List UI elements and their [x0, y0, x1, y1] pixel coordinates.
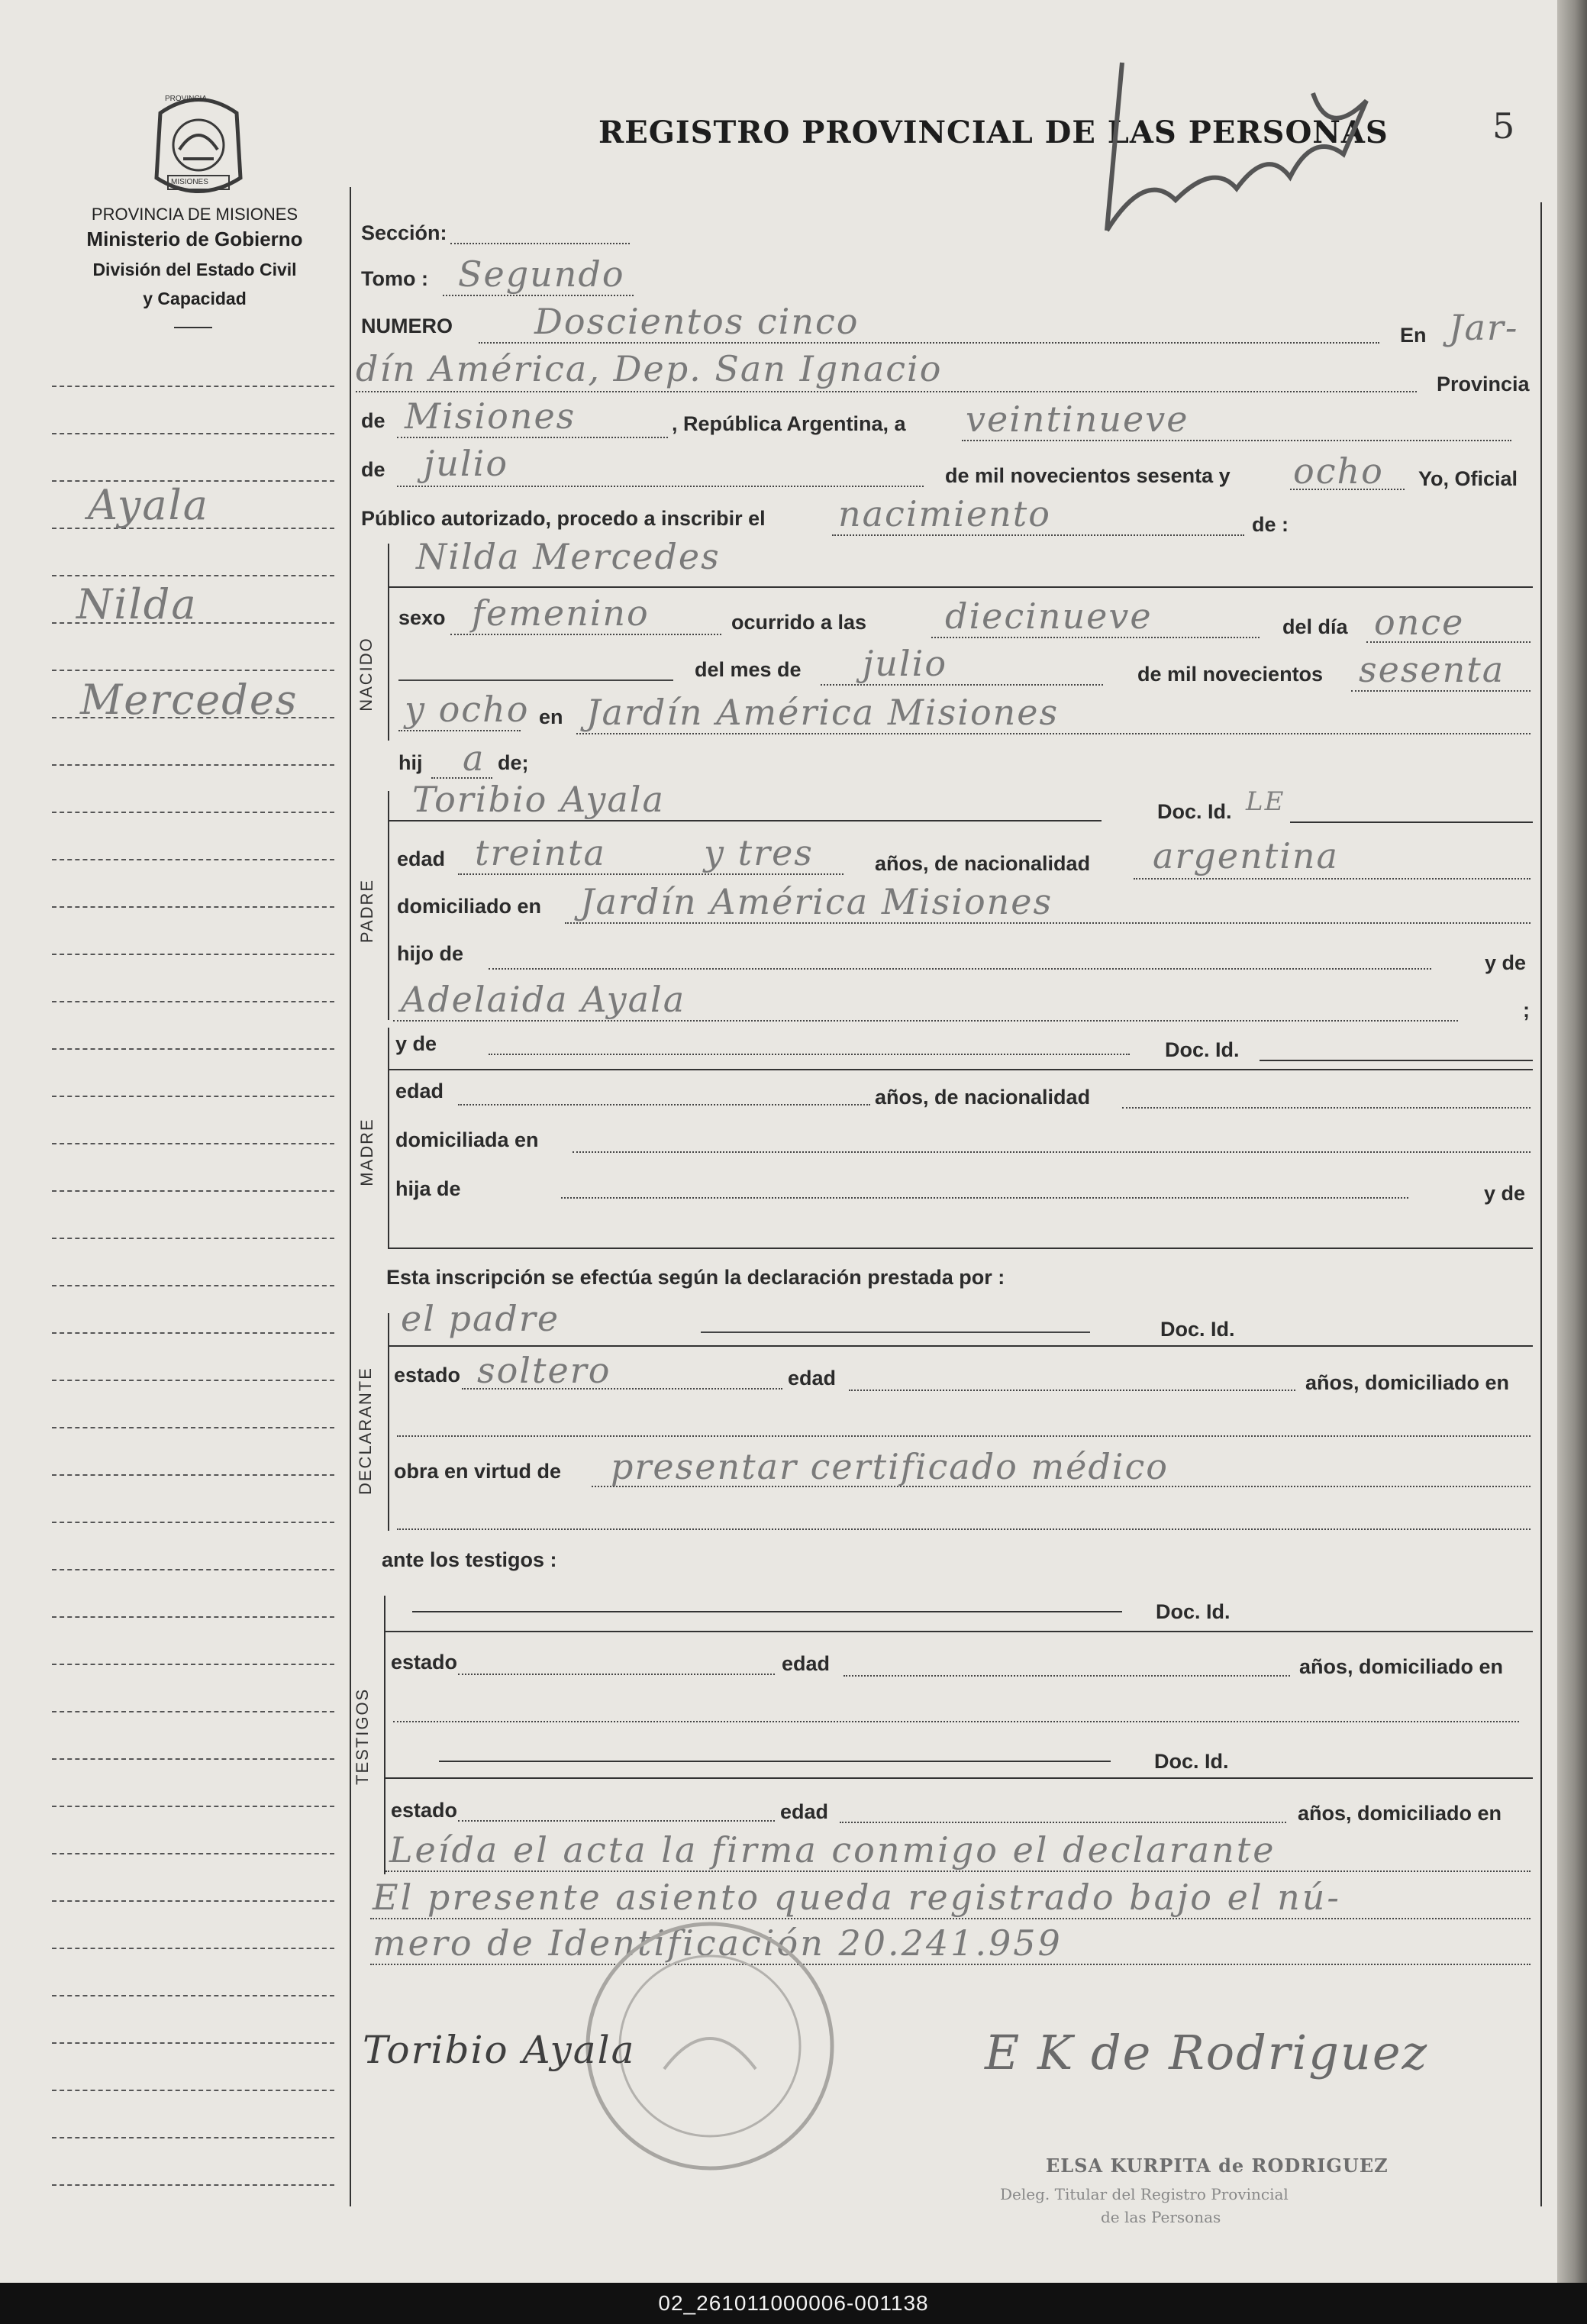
- closing-line-2-rule: [370, 1918, 1531, 1919]
- numero-value: Doscientos cinco: [534, 301, 860, 342]
- margin-rule: [52, 670, 334, 671]
- hij-label: hij: [398, 751, 423, 774]
- de-label-2: de: [361, 458, 385, 481]
- padre-domicilio-value: Jardín América Misiones: [580, 881, 1053, 922]
- closing-line-1-rule: [385, 1870, 1531, 1872]
- margin-rule: [52, 1995, 334, 1996]
- sexo-label: sexo: [398, 606, 446, 629]
- en-label: En: [1400, 324, 1427, 347]
- padre-semicolon: ;: [1523, 999, 1530, 1022]
- mil-nov-label: de mil novecientos: [1137, 663, 1324, 686]
- declarante-edad-label: edad: [788, 1367, 837, 1390]
- place-field: [356, 391, 1417, 392]
- padre-domicilio-field: [565, 922, 1531, 924]
- padre-doc-value: LE: [1246, 786, 1285, 817]
- seccion-label: Sección:: [361, 221, 447, 244]
- padre-anos-label: años, de nacionalidad: [875, 852, 1091, 875]
- tomo-field: [443, 295, 634, 296]
- testigo2-doc-label: Doc. Id.: [1154, 1750, 1229, 1773]
- margin-rule: [52, 906, 334, 908]
- padre-edad-field: [458, 873, 843, 875]
- testigo1-edad-label: edad: [782, 1652, 831, 1675]
- declarante-anos-label: años, domiciliado en: [1305, 1371, 1510, 1394]
- sexo-field: [450, 634, 721, 635]
- madre-divider: [388, 1069, 1533, 1070]
- de-nacido-label: de;: [498, 751, 529, 774]
- org-line-1: PROVINCIA DE MISIONES: [91, 205, 298, 224]
- margin-rule: [52, 1143, 334, 1144]
- official-title-1: Deleg. Titular del Registro Provincial: [1000, 2185, 1289, 2203]
- testigos-bracket: [384, 1596, 385, 1874]
- padre-madre-field: [393, 1020, 1458, 1022]
- lugar-value: Jardín América Misiones: [586, 692, 1060, 733]
- publico-label: Público autorizado, procedo a inscribir el: [361, 507, 766, 530]
- day-value: veintinueve: [966, 399, 1189, 440]
- signature-left: Toribio Ayala: [363, 2028, 636, 2072]
- madre-domiciliada-label: domiciliada en: [395, 1128, 539, 1151]
- provincia-field: [397, 437, 668, 438]
- en-value-start: Jar-: [1449, 307, 1519, 348]
- madre-bracket: [388, 1028, 389, 1249]
- margin-rule: [52, 1285, 334, 1286]
- month-value: julio: [424, 443, 509, 484]
- year-field-1: [1351, 690, 1531, 692]
- header-signature-scribble: [1061, 47, 1382, 246]
- margin-name-2: Mercedes: [80, 676, 298, 724]
- ocurrido-label: ocurrido a las: [731, 611, 867, 634]
- margin-rule: [52, 2042, 334, 2044]
- margin-rule: [52, 2184, 334, 2186]
- closing-line-1: Leída el acta la firma conmigo el declarante: [389, 1829, 1276, 1870]
- oficial-label: Yo, Oficial: [1418, 467, 1518, 490]
- madre-section-label: MADRE: [357, 1118, 376, 1186]
- declarante-edad-field: [849, 1390, 1295, 1391]
- main-left-border: [350, 187, 351, 2206]
- testigo1-domicilio-field: [393, 1721, 1519, 1722]
- testigos-intro: ante los testigos :: [382, 1548, 557, 1571]
- year-field: [1290, 489, 1405, 490]
- madre-yde-label: y de: [395, 1032, 437, 1055]
- hora-field: [931, 637, 1260, 638]
- madre-hija-field: [561, 1197, 1408, 1199]
- main-right-border: [1540, 202, 1542, 2206]
- margin-rule: [52, 1427, 334, 1428]
- declarante-intro: Esta inscripción se efectúa según la declaración prestada por :: [386, 1266, 1005, 1289]
- seal-text-bottom: MISIONES: [171, 178, 208, 186]
- testigo1-estado-field: [458, 1674, 775, 1675]
- padre-edad-value-1: treinta: [475, 832, 606, 873]
- testigo2-divider: [384, 1777, 1533, 1779]
- org-line-3: División del Estado Civil: [92, 260, 297, 279]
- margin-rule: [52, 1948, 334, 1949]
- mes-field: [821, 684, 1103, 686]
- seccion-field: [450, 243, 630, 244]
- nacido-name-value: Nilda Mercedes: [416, 536, 721, 577]
- margin-rule: [52, 1474, 334, 1476]
- margin-rule: [52, 1853, 334, 1854]
- madre-edad-label: edad: [395, 1080, 444, 1102]
- mil-label: de mil novecientos sesenta y: [945, 464, 1231, 487]
- official-title-2: de las Personas: [1101, 2208, 1221, 2226]
- margin-rule: [52, 1758, 334, 1760]
- closing-line-3: mero de Identificación 20.241.959: [373, 1922, 1063, 1964]
- margin-rule: [52, 386, 334, 387]
- margin-rule: [52, 1711, 334, 1712]
- nacido-blank-line: [398, 679, 673, 681]
- margin-rule: [52, 1664, 334, 1665]
- padre-name-line: [388, 820, 1102, 821]
- month-field: [397, 486, 924, 487]
- hij-value: a: [463, 738, 485, 779]
- testigo2-edad-field: [840, 1822, 1286, 1823]
- org-line-2: Ministerio de Gobierno: [86, 228, 303, 250]
- madre-hija-label: hija de: [395, 1177, 461, 1200]
- mes-value: julio: [863, 643, 948, 684]
- numero-label: NUMERO: [361, 315, 453, 337]
- margin-rule: [52, 1048, 334, 1050]
- declarante-obra-label: obra en virtud de: [394, 1460, 562, 1483]
- margin-rule: [52, 1569, 334, 1570]
- hora-value: diecinueve: [945, 596, 1153, 637]
- margin-rule: [52, 1238, 334, 1239]
- padre-doc-line: [1290, 821, 1533, 823]
- document-title: REGISTRO PROVINCIAL DE LAS PERSONAS: [598, 115, 1389, 150]
- year-value-1: sesenta: [1359, 649, 1505, 690]
- madre-doc-label: Doc. Id.: [1165, 1038, 1240, 1061]
- closing-line-2: El presente asiento queda registrado bajo el nú-: [373, 1877, 1341, 1918]
- padre-hijo-label: hijo de: [397, 942, 463, 965]
- margin-rule: [52, 433, 334, 434]
- padre-madre-value: Adelaida Ayala: [401, 979, 686, 1020]
- de-colon-label: de :: [1252, 513, 1289, 536]
- testigo1-doc-label: Doc. Id.: [1156, 1600, 1231, 1623]
- dia-value: once: [1374, 602, 1465, 643]
- official-name: ELSA KURPITA de RODRIGUEZ: [1046, 2155, 1389, 2177]
- declarante-doc-label: Doc. Id.: [1160, 1318, 1235, 1341]
- declarante-estado-label: estado: [394, 1364, 461, 1386]
- closing-line-3-rule: [370, 1964, 1531, 1965]
- testigo1-estado-label: estado: [391, 1651, 458, 1674]
- padre-nacionalidad-field: [1134, 878, 1531, 880]
- madre-nacionalidad-field: [1122, 1107, 1531, 1109]
- signature-right: E K de Rodriguez: [985, 2025, 1429, 2080]
- del-dia-label: del día: [1282, 615, 1348, 638]
- declarante-obra-field: [592, 1486, 1531, 1487]
- margin-rule: [52, 575, 334, 576]
- margin-rule: [52, 764, 334, 766]
- year-field-2: [398, 730, 521, 731]
- margin-name-1: Nilda: [76, 580, 198, 628]
- tomo-value: Segundo: [458, 253, 625, 295]
- margin-rule: [52, 1096, 334, 1097]
- madre-yde2-label: y de: [1484, 1182, 1526, 1205]
- numero-field: [479, 342, 1379, 344]
- testigos-section-label: TESTIGOS: [353, 1687, 372, 1785]
- margin-rule: [52, 2090, 334, 2091]
- declarante-estado-value: soltero: [477, 1350, 611, 1391]
- declarante-estado-field: [462, 1388, 782, 1390]
- madre-domicilio-field: [573, 1151, 1531, 1153]
- margin-rule: [52, 1616, 334, 1618]
- testigo1-divider: [384, 1631, 1533, 1632]
- testigo2-edad-label: edad: [780, 1800, 829, 1823]
- declarante-blank: [701, 1331, 1090, 1333]
- margin-rule: [52, 859, 334, 860]
- madre-bottom-line: [388, 1248, 1533, 1249]
- provincia-value: Misiones: [405, 395, 576, 437]
- testigo1-anos-label: años, domiciliado en: [1299, 1655, 1504, 1678]
- testigo1-name-line: [412, 1611, 1122, 1612]
- padre-bracket: [388, 791, 389, 1020]
- acto-field: [832, 534, 1244, 536]
- testigo1-edad-field: [843, 1675, 1290, 1677]
- margin-rule: [52, 1900, 334, 1902]
- republica-label: , República Argentina, a: [672, 412, 906, 435]
- sexo-value: femenino: [472, 592, 650, 634]
- margin-rule: [52, 954, 334, 955]
- testigo2-estado-field: [458, 1820, 775, 1822]
- padre-hijo-field: [489, 968, 1431, 970]
- margin-rule: [52, 2137, 334, 2138]
- margin-rule: [52, 1332, 334, 1334]
- margin-rule: [52, 1806, 334, 1807]
- declarante-domicilio-field: [397, 1435, 1531, 1437]
- testigo2-name-line: [439, 1761, 1111, 1762]
- del-mes-label: del mes de: [695, 658, 802, 681]
- testigo2-anos-label: años, domiciliado en: [1298, 1802, 1502, 1825]
- padre-domiciliado-label: domiciliado en: [397, 895, 542, 918]
- page-number: 5: [1492, 105, 1515, 147]
- madre-doc-line: [1260, 1060, 1533, 1061]
- madre-anos-label: años, de nacionalidad: [875, 1086, 1091, 1109]
- dia-field: [1366, 641, 1531, 643]
- org-divider: [174, 327, 212, 328]
- tomo-label: Tomo :: [361, 267, 428, 290]
- margin-rule: [52, 1001, 334, 1002]
- provincial-seal-icon: [145, 90, 252, 205]
- declarante-name-value: el padre: [401, 1298, 560, 1339]
- page-edge: [1557, 0, 1587, 2283]
- padre-edad-value-2: y tres: [704, 832, 814, 873]
- padre-edad-label: edad: [397, 847, 446, 870]
- testigo2-estado-label: estado: [391, 1799, 458, 1822]
- declarante-name-line: [388, 1345, 1533, 1347]
- en-nacido-label: en: [539, 705, 563, 728]
- padre-nacionalidad-value: argentina: [1153, 835, 1339, 876]
- year-value: ocho: [1293, 450, 1384, 492]
- seal-text-top: PROVINCIA: [165, 95, 208, 103]
- margin-rule: [52, 812, 334, 813]
- de-label: de: [361, 409, 385, 432]
- image-code-footer: 02_261011000006-001138: [0, 2283, 1587, 2324]
- provincia-label: Provincia: [1437, 373, 1530, 395]
- declarante-obra-value: presentar certificado médico: [611, 1446, 1169, 1487]
- padre-name-value: Toribio Ayala: [412, 779, 665, 820]
- declarante-section-label: DECLARANTE: [356, 1367, 375, 1495]
- place-value: dín América, Dep. San Ignacio: [356, 348, 943, 389]
- day-field: [962, 440, 1511, 441]
- margin-rule: [52, 1380, 334, 1381]
- padre-section-label: PADRE: [357, 878, 376, 944]
- margin-rule: [52, 1190, 334, 1192]
- padre-yde-label: y de: [1485, 951, 1527, 974]
- declarante-extra-field: [397, 1528, 1531, 1530]
- org-line-4: y Capacidad: [143, 289, 247, 308]
- madre-name-field: [489, 1054, 1130, 1055]
- acto-value: nacimiento: [838, 493, 1051, 534]
- margin-rule: [52, 1522, 334, 1523]
- nacido-bracket: [388, 544, 389, 741]
- nacido-section-label: NACIDO: [356, 637, 376, 712]
- padre-doc-label: Doc. Id.: [1157, 800, 1232, 823]
- lugar-field: [576, 733, 1531, 734]
- margin-surname: Ayala: [88, 481, 209, 529]
- year-value-2: y ocho: [405, 689, 530, 730]
- nacido-name-line: [388, 586, 1533, 588]
- madre-edad-field: [458, 1104, 870, 1106]
